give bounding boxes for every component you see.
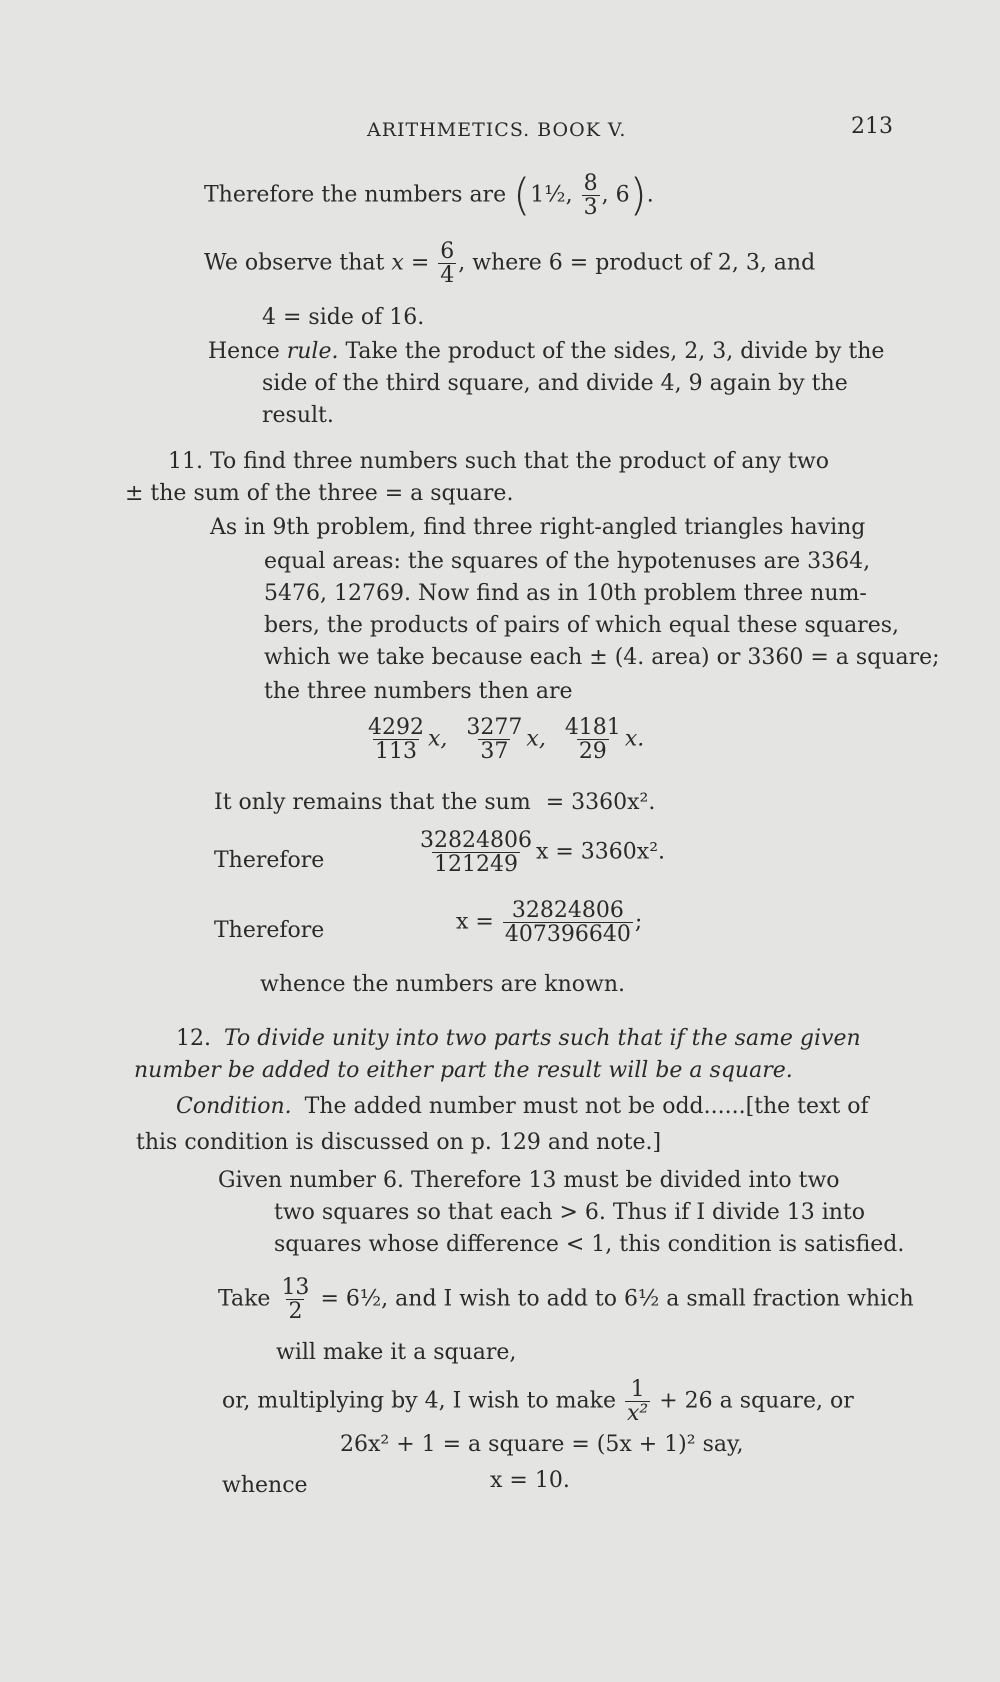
problem-number: 12. (176, 1026, 211, 1051)
hence-word: Hence (208, 339, 280, 364)
therefore-label-2: Therefore (214, 918, 325, 943)
fraction-numerator: 3277 (466, 715, 523, 740)
fraction-denominator: 37 (480, 739, 509, 765)
fraction-denominator: 4 (440, 263, 455, 289)
fraction-1-x2 (625, 1378, 650, 1425)
fraction-numerator: 1 (630, 1377, 645, 1402)
problem-11-text-5: which we take because each ± (4. area) or 3360 = a square; (264, 645, 940, 670)
page-number: 213 (851, 114, 893, 139)
problem-number: 11. (168, 449, 203, 474)
condition-text: The added number must not be odd......[the text of (304, 1094, 869, 1119)
problem-statement: To find three numbers such that the product of any two (210, 449, 829, 474)
variable-x: x (391, 250, 404, 276)
problem-11-line-2: ± the sum of the three = a square. (125, 481, 514, 506)
observe-prefix: We observe that (204, 250, 385, 276)
left-paren: ( (513, 169, 531, 221)
observe-suffix: , where 6 = product of 2, 3, and (458, 250, 816, 276)
hence-line-1 (208, 339, 884, 365)
running-header: ARITHMETICS. BOOK V. (367, 119, 627, 141)
given-line-3: squares whose difference < 1, this condition is satisfied. (274, 1232, 905, 1257)
fraction-numerator: 8 (583, 171, 598, 196)
fraction-denominator: x² (627, 1401, 649, 1427)
take-continuation: will make it a square, (276, 1340, 517, 1365)
equation-lhs: x = (456, 909, 494, 935)
fraction-denominator: 29 (578, 739, 607, 765)
right-paren: ) (629, 169, 647, 221)
observe-continuation: 4 = side of 16. (262, 305, 425, 330)
fraction-numerator: 4292 (368, 715, 424, 740)
problem-11-text-1: As in 9th problem, find three right-angled triangles having (210, 515, 866, 540)
condition-line-1 (176, 1094, 869, 1120)
equation-rhs: x = 3360x². (535, 839, 666, 865)
fraction-3277-37 (464, 716, 524, 763)
fraction-4181-29 (563, 716, 623, 763)
problem-statement: To divide unity into two parts such that if the same given (224, 1026, 861, 1051)
multiply-line (222, 1378, 854, 1425)
x-term: x, (428, 726, 448, 752)
fraction-6-4 (438, 240, 456, 287)
x-term: x, (526, 726, 546, 752)
fraction-denominator: 3 (583, 195, 598, 221)
x-result: x = 10. (490, 1468, 570, 1493)
fraction-numerator: 6 (440, 239, 455, 264)
three-fractions (364, 716, 644, 763)
fraction-8-3 (582, 172, 600, 219)
equation-line: 26x² + 1 = a square = (5x + 1)² say, (340, 1432, 744, 1457)
fraction-denominator: 121249 (434, 852, 518, 878)
problem-11-text-3: 5476, 12769. Now find as in 10th problem three num- (264, 581, 867, 606)
problem-11-heading (168, 449, 829, 475)
therefore-equation-2 (456, 899, 642, 946)
hence-text: Take the product of the sides, 2, 3, divide by the (345, 339, 885, 364)
take-word: Take (218, 1286, 271, 1312)
problem-12-line-2: number be added to either part the result will be a square. (134, 1058, 793, 1083)
numbers-line-suffix: . (646, 182, 654, 208)
fraction-13-2 (279, 1276, 311, 1323)
fraction-4292-113 (366, 716, 426, 763)
remains-equation: = 3360x². (545, 790, 656, 815)
fraction-denominator: 113 (375, 739, 417, 765)
remains-line (214, 790, 655, 816)
given-line-2: two squares so that each > 6. Thus if I divide 13 into (274, 1200, 866, 1225)
x-term: x. (624, 726, 645, 752)
given-line-1: Given number 6. Therefore 13 must be divided into two (218, 1168, 840, 1193)
multiply-suffix: + 26 a square, or (659, 1388, 854, 1414)
problem-11-text-6: the three numbers then are (264, 679, 573, 704)
fraction-numerator: 32824806 (511, 898, 624, 923)
fraction-numerator: 32824806 (420, 828, 532, 853)
triple-first: 1½, (530, 182, 573, 208)
fraction-denominator: 407396640 (504, 922, 631, 948)
therefore-equation-1 (416, 829, 665, 876)
fraction-numerator: 4181 (564, 715, 621, 740)
condition-label: Condition. (176, 1094, 292, 1119)
fraction-32824806-407396640 (503, 899, 633, 946)
observe-line: We observe that x = $\frac{6}{4}$ , where 6 = product of 2, 3, and (204, 239, 816, 289)
hence-line-2: side of the third square, and divide 4, 9 again by the (262, 371, 848, 396)
condition-line-2: this condition is discussed on p. 129 and note.] (136, 1130, 662, 1155)
remains-text: It only remains that the sum (214, 790, 531, 815)
fraction-32824806-121249 (418, 829, 534, 876)
rule-word: rule. (286, 339, 339, 364)
whence-known-line: whence the numbers are known. (260, 972, 626, 997)
equation-rhs: ; (634, 909, 643, 935)
numbers-line-prefix: Therefore the numbers are (204, 182, 507, 208)
triple-last: , 6 (601, 182, 630, 208)
therefore-label-1: Therefore (214, 848, 325, 873)
take-line (218, 1276, 914, 1323)
hence-line-3: result. (262, 403, 334, 428)
whence-label: whence (222, 1473, 308, 1498)
problem-11-text-2: equal areas: the squares of the hypotenuses are 3364, (264, 549, 871, 574)
multiply-text: or, multiplying by 4, I wish to make (222, 1388, 617, 1414)
fraction-numerator: 13 (281, 1275, 310, 1300)
fraction-denominator: 2 (288, 1299, 303, 1325)
problem-12-heading (176, 1026, 861, 1052)
problem-11-text-4: bers, the products of pairs of which equal these squares, (264, 613, 900, 638)
numbers-line (204, 169, 654, 221)
take-text: = 6½, and I wish to add to 6½ a small fraction which (320, 1286, 914, 1312)
